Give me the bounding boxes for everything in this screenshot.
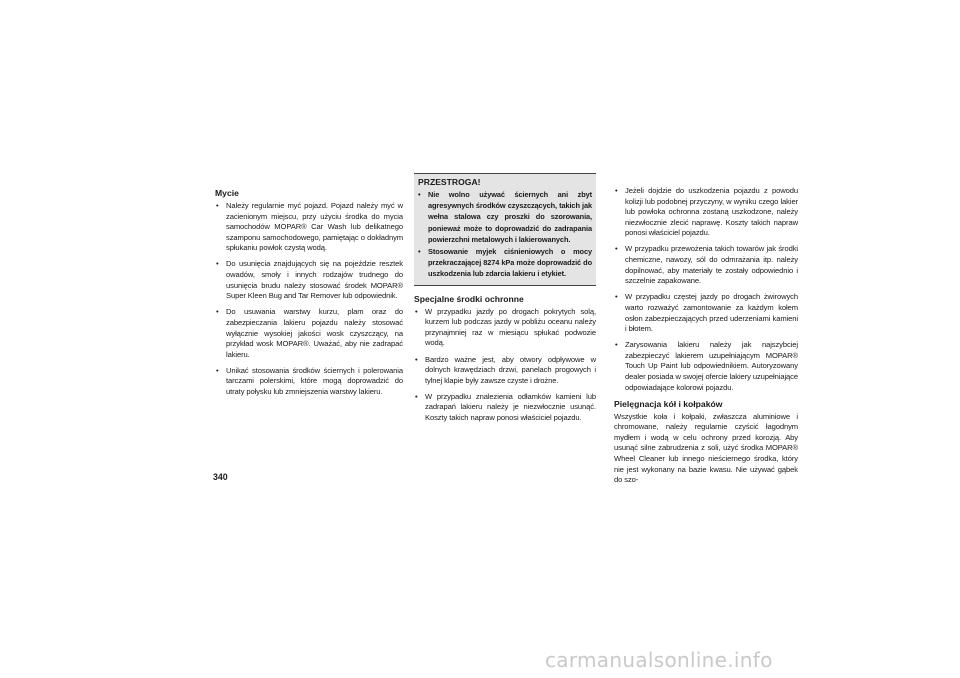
section-heading-wheel-care: Pielęgnacja kół i kołpaków [614,398,723,409]
list-item: • Stosowanie myjek ciśnieniowych o mocy przekraczającej 8274 kPa może doprowadzić do uszkodzenia lub zdarcia lakieru i etykiet. [418,246,592,280]
section-heading-special-protection: Specjalne środki ochronne [414,293,524,304]
list-item: • Należy regularnie myć pojazd. Pojazd należy myć w zacienionym miejscu, przy użyciu środka do mycia samochodów MOPAR® Car Wash lub delikatnego szamponu samochodowego, pamiętając o dokładnym spłukaniu powłok czystą wodą. [215,201,403,254]
list-item: • Nie wolno używać ściernych ani zbyt agresywnych środków czyszczących, takich jak wełna stalowa czy proszki do szorowania, ponieważ może to doprowadzić do zadrapania powierzchni metalowych i lakierowanych. [418,189,592,245]
protection-bullet-list-continued [614,186,798,393]
warning-box [414,173,596,286]
warning-title: PRZESTROGA! [418,177,481,187]
list-item: • W przypadku jazdy po drogach pokrytych solą, kurzem lub podczas jazdy w pobliżu oceanu należy przynajmniej raz w miesiącu spłukać podwozie wodą. [414,307,596,349]
list-item: • Unikać stosowania środków ściernych i polerowania tarczami polerskimi, które mogą doprowadzić do utraty połysku lub zmniejszenia warstwy lakieru. [215,366,403,398]
watermark: carmanualsonline.info [545,648,773,672]
list-item: • Jeżeli dojdzie do uszkodzenia pojazdu z powodu kolizji lub podobnej przyczyny, w wyniku czego lakier lub powłoka ochronna zostaną uszkodzone, należy niezwłocznie zlecić naprawę. Koszty takich napraw ponosi właściciel pojazdu. [614,186,798,239]
list-item: • W przypadku przewożenia takich towarów jak środki chemiczne, nawozy, sól do odmrażania itp. należy dopilnować, aby materiały te zostały odpowiednio i szczelnie zapakowane. [614,244,798,286]
column-left [215,188,403,403]
list-item: • Bardzo ważne jest, aby otwory odpływowe w dolnych krawędziach drzwi, panelach progowych i tylnej klapie były zawsze czyste i drożne. [414,355,596,387]
list-item: • Do usunięcia znajdujących się na pojeździe resztek owadów, smoły i innych rodzajów trudnego do usunięcia brudu należy stosować środek MOPAR® Super Kleen Bug and Tar Remover lub odpowiednik. [215,259,403,301]
column-right [614,186,798,486]
warning-bullet-list [418,189,592,280]
list-item: • W przypadku znalezienia odłamków kamieni lub zadrapań lakieru należy je niezwłocznie usunąć. Koszty takich napraw ponosi właściciel pojazdu. [414,392,596,424]
washing-bullet-list [215,201,403,398]
wheel-care-paragraph: Wszystkie koła i kołpaki, zwłaszcza aluminiowe i chromowane, należy regularnie czyścić łagodnym mydłem i wodą w celu ochrony przed korozją. Aby usunąć silne zabrudzenia z soli, użyć środka MOPAR® Wheel Cleaner lub innego nieściernego środka, który nie jest wykonany na bazie kwasu. Nie używać gąbek do szo- [614,411,798,485]
list-item: • W przypadku częstej jazdy po drogach żwirowych warto rozważyć zamontowanie za każdym kołem osłon zabezpieczających przed uderzeniami kamieni i błotem. [614,292,798,334]
protection-bullet-list [414,307,596,424]
list-item: • Do usuwania warstwy kurzu, plam oraz do zabezpieczania lakieru pojazdu należy stosować wyłącznie wysokiej jakości wosk czyszczący, na przykład wosk MOPAR®. Uważać, aby nie zadrapać lakieru. [215,307,403,360]
section-heading-mycie: Mycie [215,188,239,198]
column-middle [414,177,596,429]
list-item: • Zarysowania lakieru należy jak najszybciej zabezpieczyć lakierem uzupełniającym MOPAR® Touch Up Paint lub odpowiednikiem. Autoryzowany dealer posiada w swojej ofercie lakiery uzupełniające odpowiadające kolorowi pojazdu. [614,340,798,393]
page-number: 340 [213,472,228,482]
